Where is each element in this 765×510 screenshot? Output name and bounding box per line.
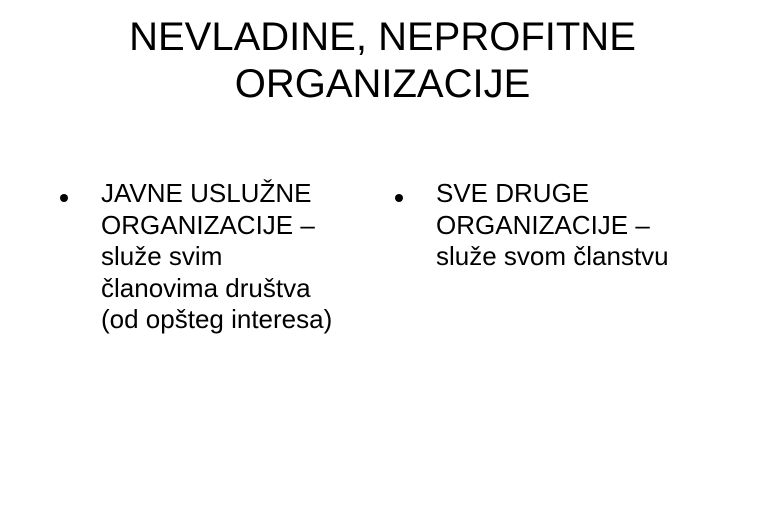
bullet-dot-icon (60, 194, 68, 202)
bullet-line: SVE DRUGE (436, 178, 590, 208)
bullet-line: ORGANIZACIJE – (101, 209, 315, 240)
bullet-dot-icon (395, 194, 403, 202)
slide-title (0, 14, 765, 108)
bullet-line: (od opšteg interesa) (101, 304, 333, 334)
bullet-line: služe svom članstvu (436, 241, 669, 271)
slide-title-line: ORGANIZACIJE (234, 62, 531, 106)
bullet-item-other-organizations (395, 178, 755, 273)
bullet-text (436, 178, 755, 273)
bullet-item-public-service (60, 178, 400, 336)
bullet-line: JAVNE USLUŽNE (101, 178, 312, 208)
bullet-column-right (395, 178, 755, 273)
slide-title-line: NEVLADINE, NEPROFITNE (129, 15, 636, 59)
bullet-line: služe svim (101, 241, 223, 271)
bullet-line: članovima društva (101, 272, 311, 303)
bullet-line: ORGANIZACIJE – (436, 209, 650, 240)
bullet-column-left (60, 178, 400, 336)
bullet-text (101, 178, 400, 336)
